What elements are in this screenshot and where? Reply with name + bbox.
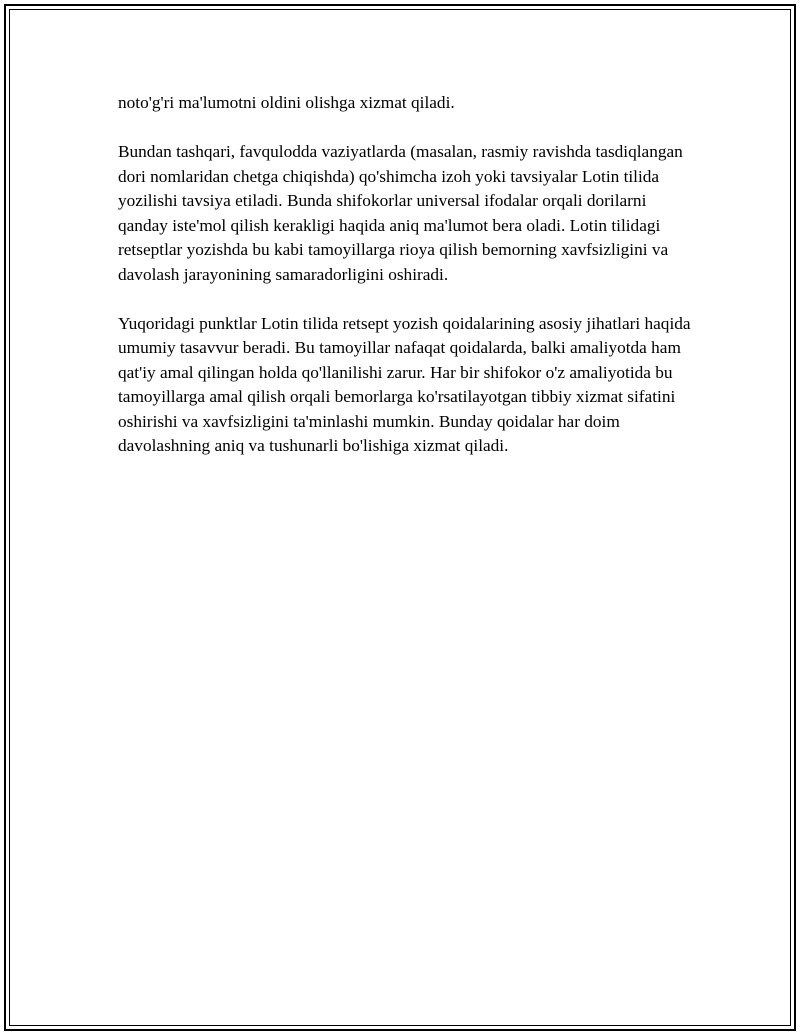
document-body (118, 91, 693, 483)
paragraph-2: Bundan tashqari, favqulodda vaziyatlarda (masalan, rasmiy ravishda tasdiqlangan dori nomlaridan chetga chiqishda) qo'shimcha izoh yoki tavsiyalar Lotin tilida yozilishi tavsiya etiladi. Bunda shifokorlar universal ifodalar orqali dorilarni qanday iste'mol qilish kerakligi haqida aniq ma'lumot bera oladi. Lotin tilidagi retseptlar yozishda bu kabi tamoyillarga rioya qilish bemorning xavfsizligini va davolash jarayonining samaradorligini oshiradi. (118, 142, 683, 284)
paragraph-1: noto'g'ri ma'lumotni oldini olishga xizmat qiladi. (118, 93, 455, 112)
paragraph-3: Yuqoridagi punktlar Lotin tilida retsept yozish qoidalarining asosiy jihatlari haqida umumiy tasavvur beradi. Bu tamoyillar nafaqat qoidalarda, balki amaliyotda ham qat'iy amal qilingan holda qo'llanilishi zarur. Har bir shifokor o'z amaliyotida bu tamoyillarga amal qilish orqali bemorlarga ko'rsatilayotgan tibbiy xizmat sifatini oshirishi va xavfsizligini ta'minlashi mumkin. Bunday qoidalar har doim davolashning aniq va tushunarli bo'lishiga xizmat qiladi. (118, 313, 691, 455)
